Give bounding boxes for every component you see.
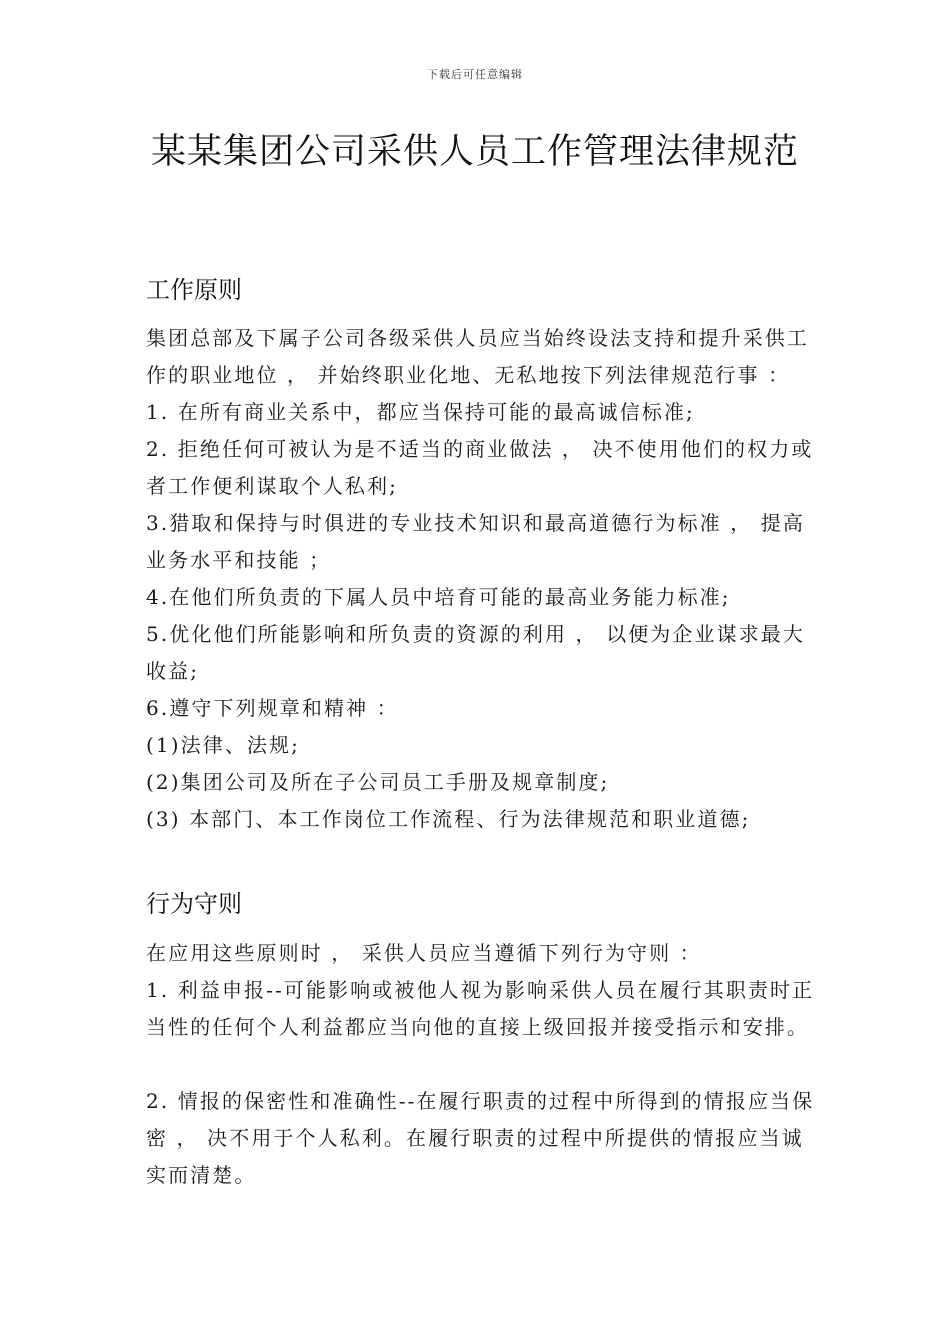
list-item: 5.优化他们所能影响和所负责的资源的利用 ， 以便为企业谋求最大收益; — [146, 622, 805, 683]
list-item: 1. 利益申报--可能影响或被他人视为影响采供人员在履行其职责时正当性的任何个人利益都应当向他的直接上级回报并接受指示和安排。 — [146, 978, 815, 1039]
paragraph: 在应用这些原则时 ， 采供人员应当遵循下列行为守则 ： — [146, 941, 702, 965]
paragraph: 集团总部及下属子公司各级采供人员应当始终设法支持和提升采供工作的职业地位 ， 并始终职业化地、无私地按下列法律规范行事 ： — [146, 326, 809, 387]
sub-list-item: (2)集团公司及所在子公司员工手册及规章制度; — [146, 770, 610, 794]
list-item: 3.猎取和保持与时俱进的专业技术知识和最高道德行为标准 ， 提高业务水平和技能 ； — [146, 511, 805, 572]
list-item: 6.遵守下列规章和精神 ： — [146, 696, 399, 720]
sub-list-item: (3) 本部门、本工作岗位工作流程、行为法律规范和职业道德; — [146, 807, 751, 831]
list-item: 4.在他们所负责的下属人员中培育可能的最高业务能力标准; — [146, 585, 731, 609]
list-item: 2. 拒绝任何可被认为是不适当的商业做法 ， 决不使用他们的权力或者工作便利谋取个人私利; — [146, 437, 814, 498]
section-heading-principles: 工作原则 — [146, 276, 242, 304]
page-header-note: 下载后可任意编辑 — [427, 68, 523, 81]
document-title: 某某集团公司采供人员工作管理法律规范 — [150, 132, 799, 172]
list-item: 1. 在所有商业关系中，都应当保持可能的最高诚信标准; — [146, 400, 695, 424]
section-heading-conduct: 行为守则 — [146, 890, 242, 918]
sub-list-item: (1)法律、法规; — [146, 733, 300, 757]
list-item: 2. 情报的保密性和准确性--在履行职责的过程中所得到的情报应当保密 ， 决不用于个人私利。在履行职责的过程中所提供的情报应当诚实而清楚。 — [146, 1089, 815, 1187]
